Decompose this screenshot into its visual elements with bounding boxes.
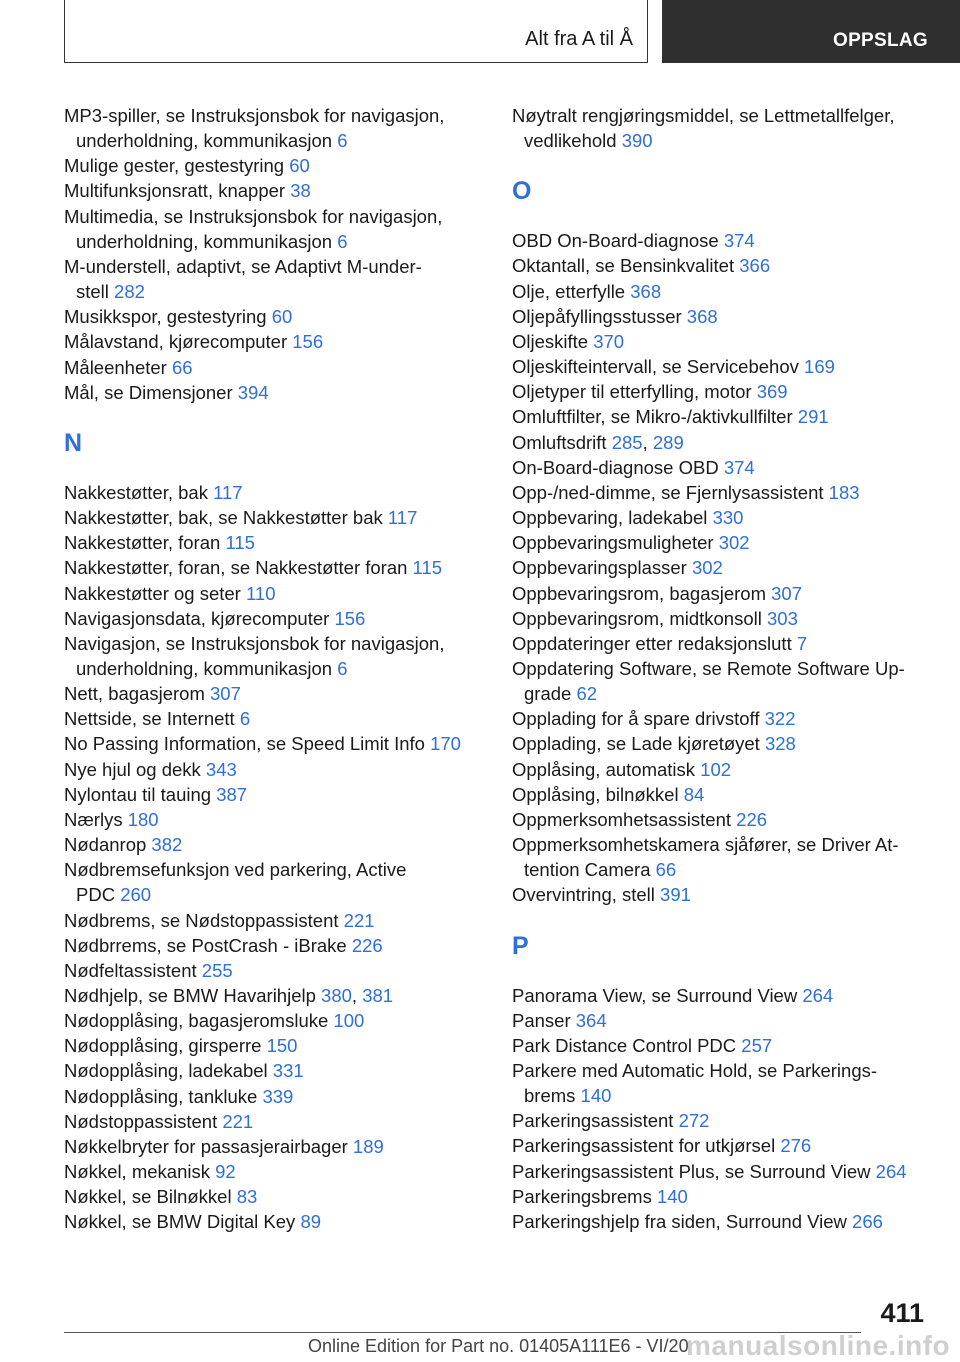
index-entry (64, 178, 504, 203)
page-reference-link[interactable]: 264 (802, 984, 834, 1006)
page-reference-link[interactable]: 364 (575, 1009, 607, 1031)
index-entry-text: Oppdateringer etter redaksjonslutt (512, 632, 797, 654)
page-reference-link[interactable]: 226 (351, 934, 383, 956)
index-entry (64, 1209, 504, 1234)
index-entry-text: Park Distance Control PDC (512, 1034, 742, 1056)
page-reference-link[interactable]: 330 (712, 507, 744, 529)
index-entry (512, 1033, 952, 1058)
index-entry (512, 606, 952, 631)
page-reference-link[interactable]: 6 (337, 657, 348, 679)
ref-separator: , (351, 985, 363, 1006)
page-reference-link[interactable]: 260 (120, 884, 152, 906)
page-reference-link[interactable]: 266 (852, 1210, 883, 1232)
index-entry (512, 1108, 952, 1133)
page-reference-link[interactable]: 374 (723, 230, 755, 252)
index-entry-text: Oppbevaringsplasser (512, 557, 692, 579)
index-entry-text: Opplåsing, automatisk (512, 758, 701, 780)
page-reference-link[interactable]: 84 (683, 783, 705, 805)
index-entry-text: Nødopplåsing, ladekabel (64, 1060, 273, 1082)
index-entry-text: Målavstand, kjørecomputer (64, 331, 293, 353)
index-entry-text: Parkeringsassistent (512, 1110, 679, 1132)
index-entry (64, 1084, 504, 1109)
index-entry-text: Nødanrop (64, 834, 152, 856)
index-entry-text: Navigasjonsdata, kjørecomputer (64, 607, 335, 629)
index-entry (512, 455, 952, 480)
page-reference-link[interactable]: 380 (321, 985, 352, 1006)
index-entry-text: Oppbevaringsmuligheter (512, 532, 719, 554)
index-letter-heading: O (512, 177, 532, 206)
index-entry (64, 254, 504, 304)
index-entry (64, 807, 504, 832)
page-reference-link[interactable]: 307 (771, 582, 803, 604)
index-entry (64, 1134, 504, 1159)
index-entry (512, 279, 952, 304)
index-entry (64, 958, 504, 983)
index-entry-text: Nødbrrems, se PostCrash - iBrake (64, 934, 352, 956)
index-entry (64, 204, 504, 254)
page-reference-link[interactable]: 6 (337, 130, 348, 152)
page-reference-link[interactable]: 189 (352, 1135, 384, 1157)
page-reference-link[interactable]: 368 (686, 305, 718, 327)
page-reference-link[interactable]: 276 (780, 1135, 812, 1157)
page-reference-link[interactable]: 100 (333, 1010, 365, 1032)
index-entry (512, 1058, 952, 1108)
index-entry-text: Opp-/ned-dimme, se Fjernlysassistent (512, 481, 829, 503)
index-entry (64, 933, 504, 958)
page-reference-link[interactable]: 115 (225, 532, 255, 554)
index-entry (512, 103, 952, 153)
index-entry (512, 731, 952, 756)
index-entry-text: Multifunksjonsratt, knapper (64, 180, 291, 202)
page-reference-link[interactable]: 140 (580, 1085, 612, 1107)
page-reference-link[interactable]: 370 (593, 330, 625, 352)
index-entry (512, 1133, 952, 1158)
page-reference-link[interactable]: 387 (216, 783, 248, 805)
page-reference-link[interactable]: 369 (756, 381, 788, 403)
index-column-left (64, 103, 504, 1235)
page-reference-link[interactable]: 282 (114, 281, 145, 303)
index-entry-text: Panser (512, 1009, 576, 1031)
index-entry (64, 631, 504, 681)
index-entry (64, 857, 504, 907)
page-reference-link[interactable]: 66 (171, 356, 193, 378)
index-entry (64, 480, 504, 505)
page-reference-link[interactable]: 302 (718, 532, 750, 554)
page-reference-link[interactable]: 183 (828, 481, 860, 503)
index-entry (64, 1033, 504, 1058)
index-entry (64, 706, 504, 731)
index-entry (64, 329, 504, 354)
index-entry-text: Oljeskifte (512, 330, 594, 352)
page-reference-link[interactable]: 394 (237, 381, 269, 403)
index-entry-text: Nødopplåsing, bagasjeromsluke (64, 1010, 334, 1032)
page-reference-link[interactable]: 255 (201, 959, 233, 981)
index-entry-text: Nødbremsefunksjon ved parkering, Active PDC (64, 859, 407, 906)
index-entry-text: Nøkkelbryter for passasjerairbager (64, 1135, 353, 1157)
page-reference-link[interactable]: 264 (875, 1160, 907, 1182)
index-entry-text: Nøkkel, mekanisk (64, 1161, 216, 1183)
index-entry-text: Nakkestøtter, bak, se Nakkestøtter bak (64, 507, 388, 529)
header-section-tab (662, 0, 960, 63)
index-entry-text: Parkeringshjelp fra siden, Surround View (512, 1210, 853, 1232)
page-reference-link[interactable]: 156 (334, 607, 366, 629)
index-entry (512, 228, 952, 253)
index-entry (64, 606, 504, 631)
index-entry-text: Opplåsing, bilnøkkel (512, 783, 684, 805)
index-entry (64, 355, 504, 380)
index-entry-text: Parkeringsassistent Plus, se Surround View (512, 1160, 876, 1182)
page-reference-link[interactable]: 102 (700, 758, 732, 780)
index-entry-text: Nakkestøtter og seter (64, 582, 246, 604)
index-entry-text: Nylontau til tauing (64, 783, 217, 805)
page-reference-link[interactable]: 92 (215, 1161, 236, 1183)
index-entry-text: Nye hjul og dekk (64, 758, 206, 780)
index-entry-text: Nøkkel, se BMW Digital Key (64, 1211, 301, 1233)
index-letter-heading: P (512, 931, 529, 960)
page-reference-link[interactable]: 331 (272, 1060, 304, 1082)
page-reference-link[interactable]: 382 (151, 834, 183, 856)
page-reference-link[interactable]: 66 (655, 859, 677, 881)
index-entry-text: Nakkestøtter, foran (64, 532, 226, 554)
page-reference-link[interactable]: 117 (213, 481, 243, 503)
index-entry-text: No Passing Information, se Speed Limit Info (64, 733, 431, 755)
page-reference-link[interactable]: 140 (656, 1185, 688, 1207)
page-reference-link[interactable]: 6 (337, 230, 348, 252)
index-entry-text: Oppmerksomhetsassistent (512, 808, 737, 830)
index-entry (64, 782, 504, 807)
index-entry (512, 329, 952, 354)
index-entry-text: Parkere med Automatic Hold, se Parkerings- brems (512, 1060, 878, 1107)
index-entry-text: Nødhjelp, se BMW Havarihjelp (64, 985, 322, 1006)
index-entry-text: Nett, bagasjerom (64, 683, 211, 705)
index-entry (512, 1184, 952, 1209)
index-entry (512, 555, 952, 580)
index-entry (512, 581, 952, 606)
index-entry-text: Oppdatering Software, se Remote Software Up- grade (512, 657, 905, 705)
page-reference-link[interactable]: 328 (764, 733, 796, 755)
index-entry-text: Mulige gester, gestestyring (64, 155, 290, 177)
index-entry (64, 153, 504, 178)
page-reference-link[interactable]: 170 (430, 733, 461, 755)
index-entry-text: Nettside, se Internett (64, 708, 240, 730)
index-entry (64, 731, 504, 756)
page-reference-link[interactable]: 391 (660, 884, 691, 906)
page-reference-link[interactable]: 115 (412, 557, 443, 579)
index-entry-text: Nakkestøtter, bak (64, 481, 214, 503)
index-entry (512, 1008, 952, 1033)
page-reference-link[interactable]: 303 (767, 607, 798, 629)
index-entry (512, 253, 952, 278)
page-reference-link[interactable]: 221 (343, 909, 375, 931)
page-reference-link[interactable]: 257 (741, 1034, 773, 1056)
index-entry (64, 757, 504, 782)
index-entry (64, 832, 504, 857)
index-entry (64, 103, 504, 153)
index-entry-text: Olje, etterfylle (512, 280, 631, 302)
page-reference-link[interactable]: 339 (262, 1085, 294, 1107)
index-entry-text: Opplading for å spare drivstoff (512, 708, 765, 730)
page-reference-link[interactable]: 285 (611, 431, 643, 453)
page-reference-link[interactable]: 390 (621, 130, 653, 152)
index-entry (64, 1109, 504, 1134)
index-entry-text: Oppbevaringsrom, bagasjerom (512, 582, 772, 604)
header-title: Alt fra A til Å (525, 28, 633, 50)
index-entry (512, 882, 952, 907)
index-entry (64, 1008, 504, 1033)
index-entry (64, 983, 504, 1008)
page-reference-link[interactable]: 83 (236, 1186, 258, 1208)
page-reference-link[interactable]: 366 (739, 255, 771, 277)
page-reference-link[interactable]: 368 (630, 280, 662, 302)
index-entry (512, 404, 952, 429)
page-reference-link[interactable]: 381 (362, 985, 394, 1006)
index-entry (512, 631, 952, 656)
index-entry (64, 908, 504, 933)
index-entry-text: MP3-spiller, se Instruksjonsbok for navigasjon, underholdning, kommunikasjon (64, 105, 445, 152)
index-entry (64, 304, 504, 329)
index-entry (64, 581, 504, 606)
watermark: manualsonline.info (686, 1330, 951, 1361)
index-entry-text: Måleenheter (64, 356, 172, 378)
index-entry (512, 656, 952, 706)
page-reference-link[interactable]: 7 (796, 632, 808, 654)
index-entry (512, 782, 952, 807)
page-reference-link[interactable]: 302 (691, 557, 723, 579)
index-entry-text: Nødopplåsing, tankluke (64, 1085, 263, 1107)
index-entry-text: Overvintring, stell (512, 884, 661, 906)
index-entry-text: Musikkspor, gestestyring (64, 306, 272, 328)
index-entry (512, 505, 952, 530)
index-entry-text: Nødopplåsing, girsperre (64, 1035, 267, 1057)
index-entry (512, 706, 952, 731)
page-reference-link[interactable]: 38 (290, 180, 311, 202)
index-entry-text: Opplading, se Lade kjøretøyet (512, 733, 765, 755)
index-entry-text: M-understell, adaptivt, se Adaptivt M-under- stell (64, 255, 422, 303)
index-entry (512, 430, 952, 455)
index-entry (512, 354, 952, 379)
index-entry-text: Oppbevaring, ladekabel (512, 507, 713, 529)
index-entry-text: Navigasjon, se Instruksjonsbok for navigasjon, underholdning, kommunikasjon (64, 632, 445, 679)
index-entry (64, 530, 504, 555)
page-reference-link[interactable]: 180 (127, 808, 159, 830)
page-reference-link[interactable]: 169 (804, 356, 835, 378)
page-reference-link[interactable]: 226 (736, 808, 768, 830)
index-entry-text: Multimedia, se Instruksjonsbok for navigasjon, underholdning, kommunikasjon (64, 205, 443, 252)
page-reference-link[interactable]: 60 (271, 306, 293, 328)
index-entry (512, 480, 952, 505)
page-reference-link[interactable]: 62 (576, 683, 598, 705)
page-reference-link[interactable]: 117 (387, 507, 418, 529)
page-reference-link[interactable]: 156 (292, 331, 324, 353)
page-number: 411 (880, 1298, 924, 1328)
footer-edition: Online Edition for Part no. 01405A111E6 - VI/20 (308, 1336, 689, 1356)
index-entry-text: Nøkkel, se Bilnøkkel (64, 1186, 237, 1208)
page-reference-link[interactable]: 221 (222, 1110, 254, 1132)
page-reference-link[interactable]: 289 (652, 431, 684, 453)
page-reference-link[interactable]: 110 (245, 582, 276, 604)
index-entry-text: Oljepåfyllingsstusser (512, 305, 687, 327)
page-reference-link[interactable]: 291 (797, 406, 829, 428)
index-letter-heading: N (64, 428, 83, 457)
index-entry (512, 1209, 952, 1234)
index-entry (512, 832, 952, 882)
index-entry (64, 380, 504, 405)
index-entry-text: Nødstoppassistent (64, 1110, 223, 1132)
index-entry-text: Mål, se Dimensjoner (64, 381, 238, 403)
index-entry-text: Nødfeltassistent (64, 959, 202, 981)
index-entry (512, 757, 952, 782)
index-entry (512, 530, 952, 555)
index-entry (512, 807, 952, 832)
index-entry-text: Nødbrems, se Nødstoppassistent (64, 909, 344, 931)
page-reference-link[interactable]: 6 (239, 708, 251, 730)
index-entry (64, 555, 504, 580)
index-entry-text: Nakkestøtter, foran, se Nakkestøtter foran (64, 557, 413, 579)
ref-separator: , (642, 431, 653, 453)
index-column-right (512, 103, 952, 1234)
page-reference-link[interactable]: 374 (723, 456, 755, 478)
index-entry (64, 1058, 504, 1083)
page-reference-link[interactable]: 89 (300, 1211, 322, 1233)
index-entry (512, 1159, 952, 1184)
index-entry-text: On-Board-diagnose OBD (512, 456, 724, 478)
index-entry (64, 1184, 504, 1209)
index-entry-text: OBD On-Board-diagnose (512, 230, 724, 252)
header-section-label: OPPSLAG (832, 30, 928, 51)
index-entry-text: Oljetyper til etterfylling, motor (512, 381, 757, 403)
index-entry-text: Oljeskifteintervall, se Servicebehov (512, 356, 805, 378)
index-entry-text: Omluftsdrift (512, 431, 612, 453)
index-entry (64, 505, 504, 530)
index-entry (512, 304, 952, 329)
index-entry-text: Parkeringsassistent for utkjørsel (512, 1135, 781, 1157)
index-entry-text: Oppbevaringsrom, midtkonsoll (512, 607, 767, 629)
page-reference-link[interactable]: 60 (289, 155, 310, 177)
index-entry (512, 983, 952, 1008)
index-entry-text: Parkeringsbrems (512, 1185, 657, 1207)
index-entry (512, 379, 952, 404)
page-reference-link[interactable]: 272 (678, 1110, 710, 1132)
page-reference-link[interactable]: 343 (205, 758, 237, 780)
index-entry-text: Oktantall, se Bensinkvalitet (512, 255, 740, 277)
index-entry-text: Omluftfilter, se Mikro-/aktivkullfilter (512, 406, 798, 428)
index-entry (64, 681, 504, 706)
page-reference-link[interactable]: 322 (764, 708, 796, 730)
index-entry-text: Panorama View, se Surround View (512, 984, 803, 1006)
header-title-box (64, 0, 648, 63)
page-reference-link[interactable]: 150 (266, 1035, 298, 1057)
index-entry (64, 1159, 504, 1184)
page-reference-link[interactable]: 307 (210, 683, 241, 705)
index-entry-text: Oppmerksomhetskamera sjåfører, se Driver At- tention Camera (512, 834, 899, 881)
index-entry-text: Nøytralt rengjøringsmiddel, se Lettmetallfelger, vedlikehold (512, 105, 895, 152)
index-entry-text: Nærlys (64, 808, 128, 830)
